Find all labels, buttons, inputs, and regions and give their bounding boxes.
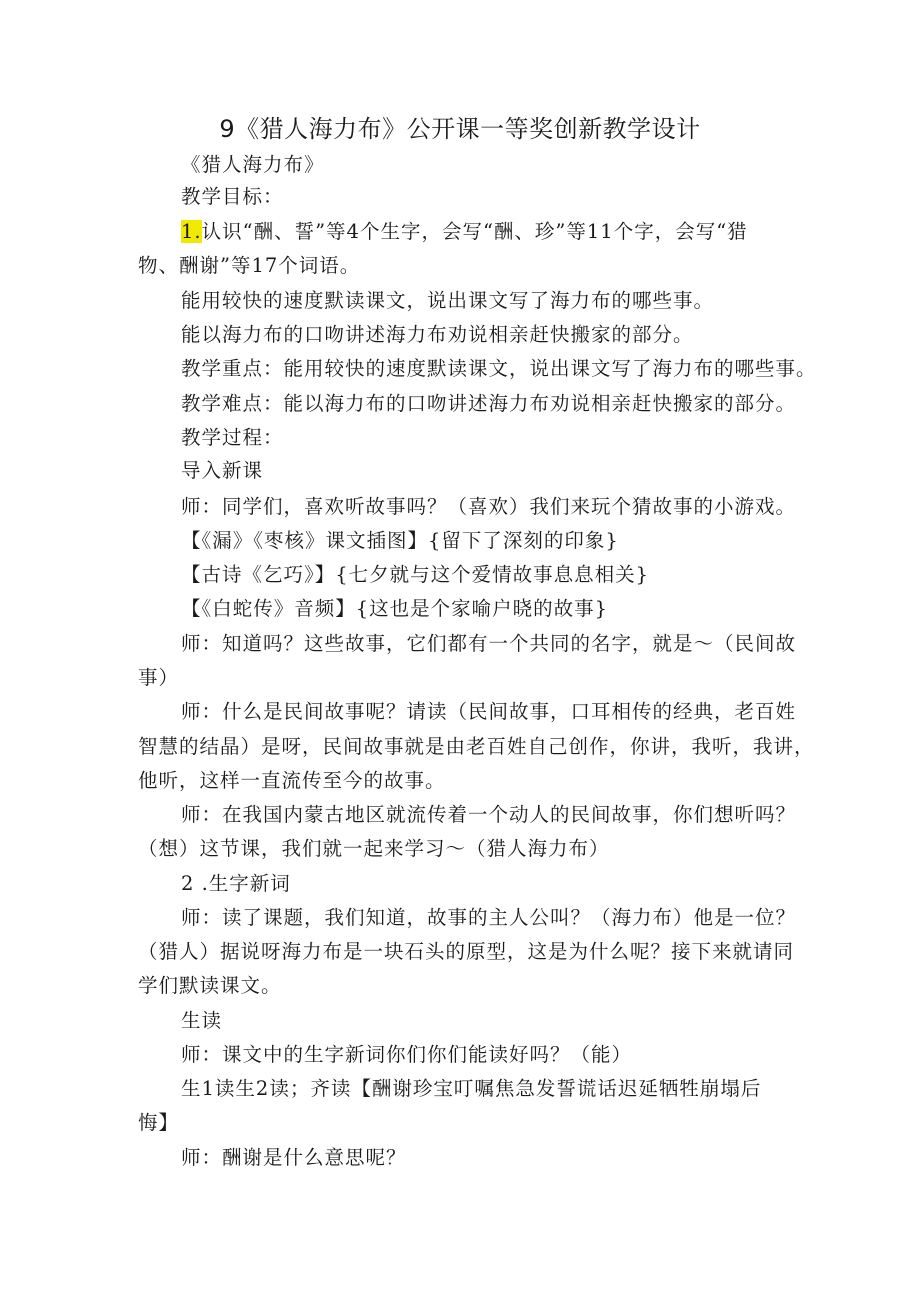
section-intro: 导入新课 [181, 459, 264, 482]
objectives-heading: 教学目标： [181, 185, 284, 208]
difficult-point: 教学难点：能以海力布的口吻讲述海力布劝说相亲赶快搬家的部分。 [181, 392, 797, 415]
paragraph-cont: 他听，这样一直流传至今的故事。 [138, 769, 446, 792]
paragraph: 师：同学们，喜欢听故事吗？（喜欢）我们来玩个猜故事的小游戏。 [181, 495, 797, 518]
bracket-item: 【古诗《乞巧》】{七夕就与这个爱情故事息息相关} [181, 563, 650, 586]
paragraph-cont: （猎人）据说呀海力布是一块石头的原型，这是为什么呢？接下来就请同 [138, 940, 795, 963]
paragraph: 生1读生2读；齐读【酬谢珍宝叮嘱焦急发誓谎话迟延牺牲崩塌后 [181, 1077, 762, 1100]
paragraph: 师：读了课题，我们知道，故事的主人公叫？（海力布）他是一位？ [181, 906, 797, 929]
objective-1 [181, 217, 748, 247]
section-heading: 2 .生字新词 [181, 872, 291, 895]
objective-1-cont: 物、酬谢”等17个词语。 [138, 254, 361, 277]
key-point: 教学重点：能用较快的速度默读课文，说出课文写了海力布的哪些事。 [181, 357, 817, 380]
bracket-item: 【《白蛇传》音频】{这也是个家喻户晓的故事} [181, 597, 609, 620]
paragraph: 师：知道吗？这些故事，它们都有一个共同的名字，就是～（民间故 [181, 632, 797, 655]
paragraph: 生读 [181, 1009, 223, 1032]
lesson-name: 《猎人海力布》 [181, 153, 325, 176]
objective-3: 能以海力布的口吻讲述海力布劝说相亲赶快搬家的部分。 [181, 323, 694, 346]
objective-1-text: 认识“酬、誓”等4个生字，会写“酬、珍”等11个字，会写“猎 [201, 220, 748, 243]
bracket-item: 【《漏》《枣核》课文插图】{留下了深刻的印象} [181, 529, 619, 552]
highlighted-number: 1. [181, 220, 202, 243]
page-title: 9《猎人海力布》公开课一等奖创新教学设计 [219, 115, 701, 143]
paragraph-cont: 智慧的结晶）是呀，民间故事就是由老百姓自己创作，你讲，我听，我讲， [138, 735, 815, 758]
paragraph-cont: （想）这节课，我们就一起来学习～（猎人海力布） [138, 837, 610, 860]
process-heading: 教学过程： [181, 426, 284, 449]
paragraph-cont: 悔】 [138, 1111, 180, 1134]
paragraph-cont: 事） [138, 666, 180, 689]
paragraph: 师：在我国内蒙古地区就流传着一个动人的民间故事，你们想听吗？ [181, 803, 797, 826]
paragraph-cont: 学们默读课文。 [138, 974, 282, 997]
paragraph: 师：什么是民间故事呢？请读（民间故事，口耳相传的经典，老百姓 [181, 700, 797, 723]
objective-2: 能用较快的速度默读课文，说出课文写了海力布的哪些事。 [181, 289, 715, 312]
paragraph: 师：课文中的生字新词你们你们能读好吗？（能） [181, 1043, 633, 1066]
paragraph: 师：酬谢是什么意思呢？ [181, 1146, 407, 1169]
